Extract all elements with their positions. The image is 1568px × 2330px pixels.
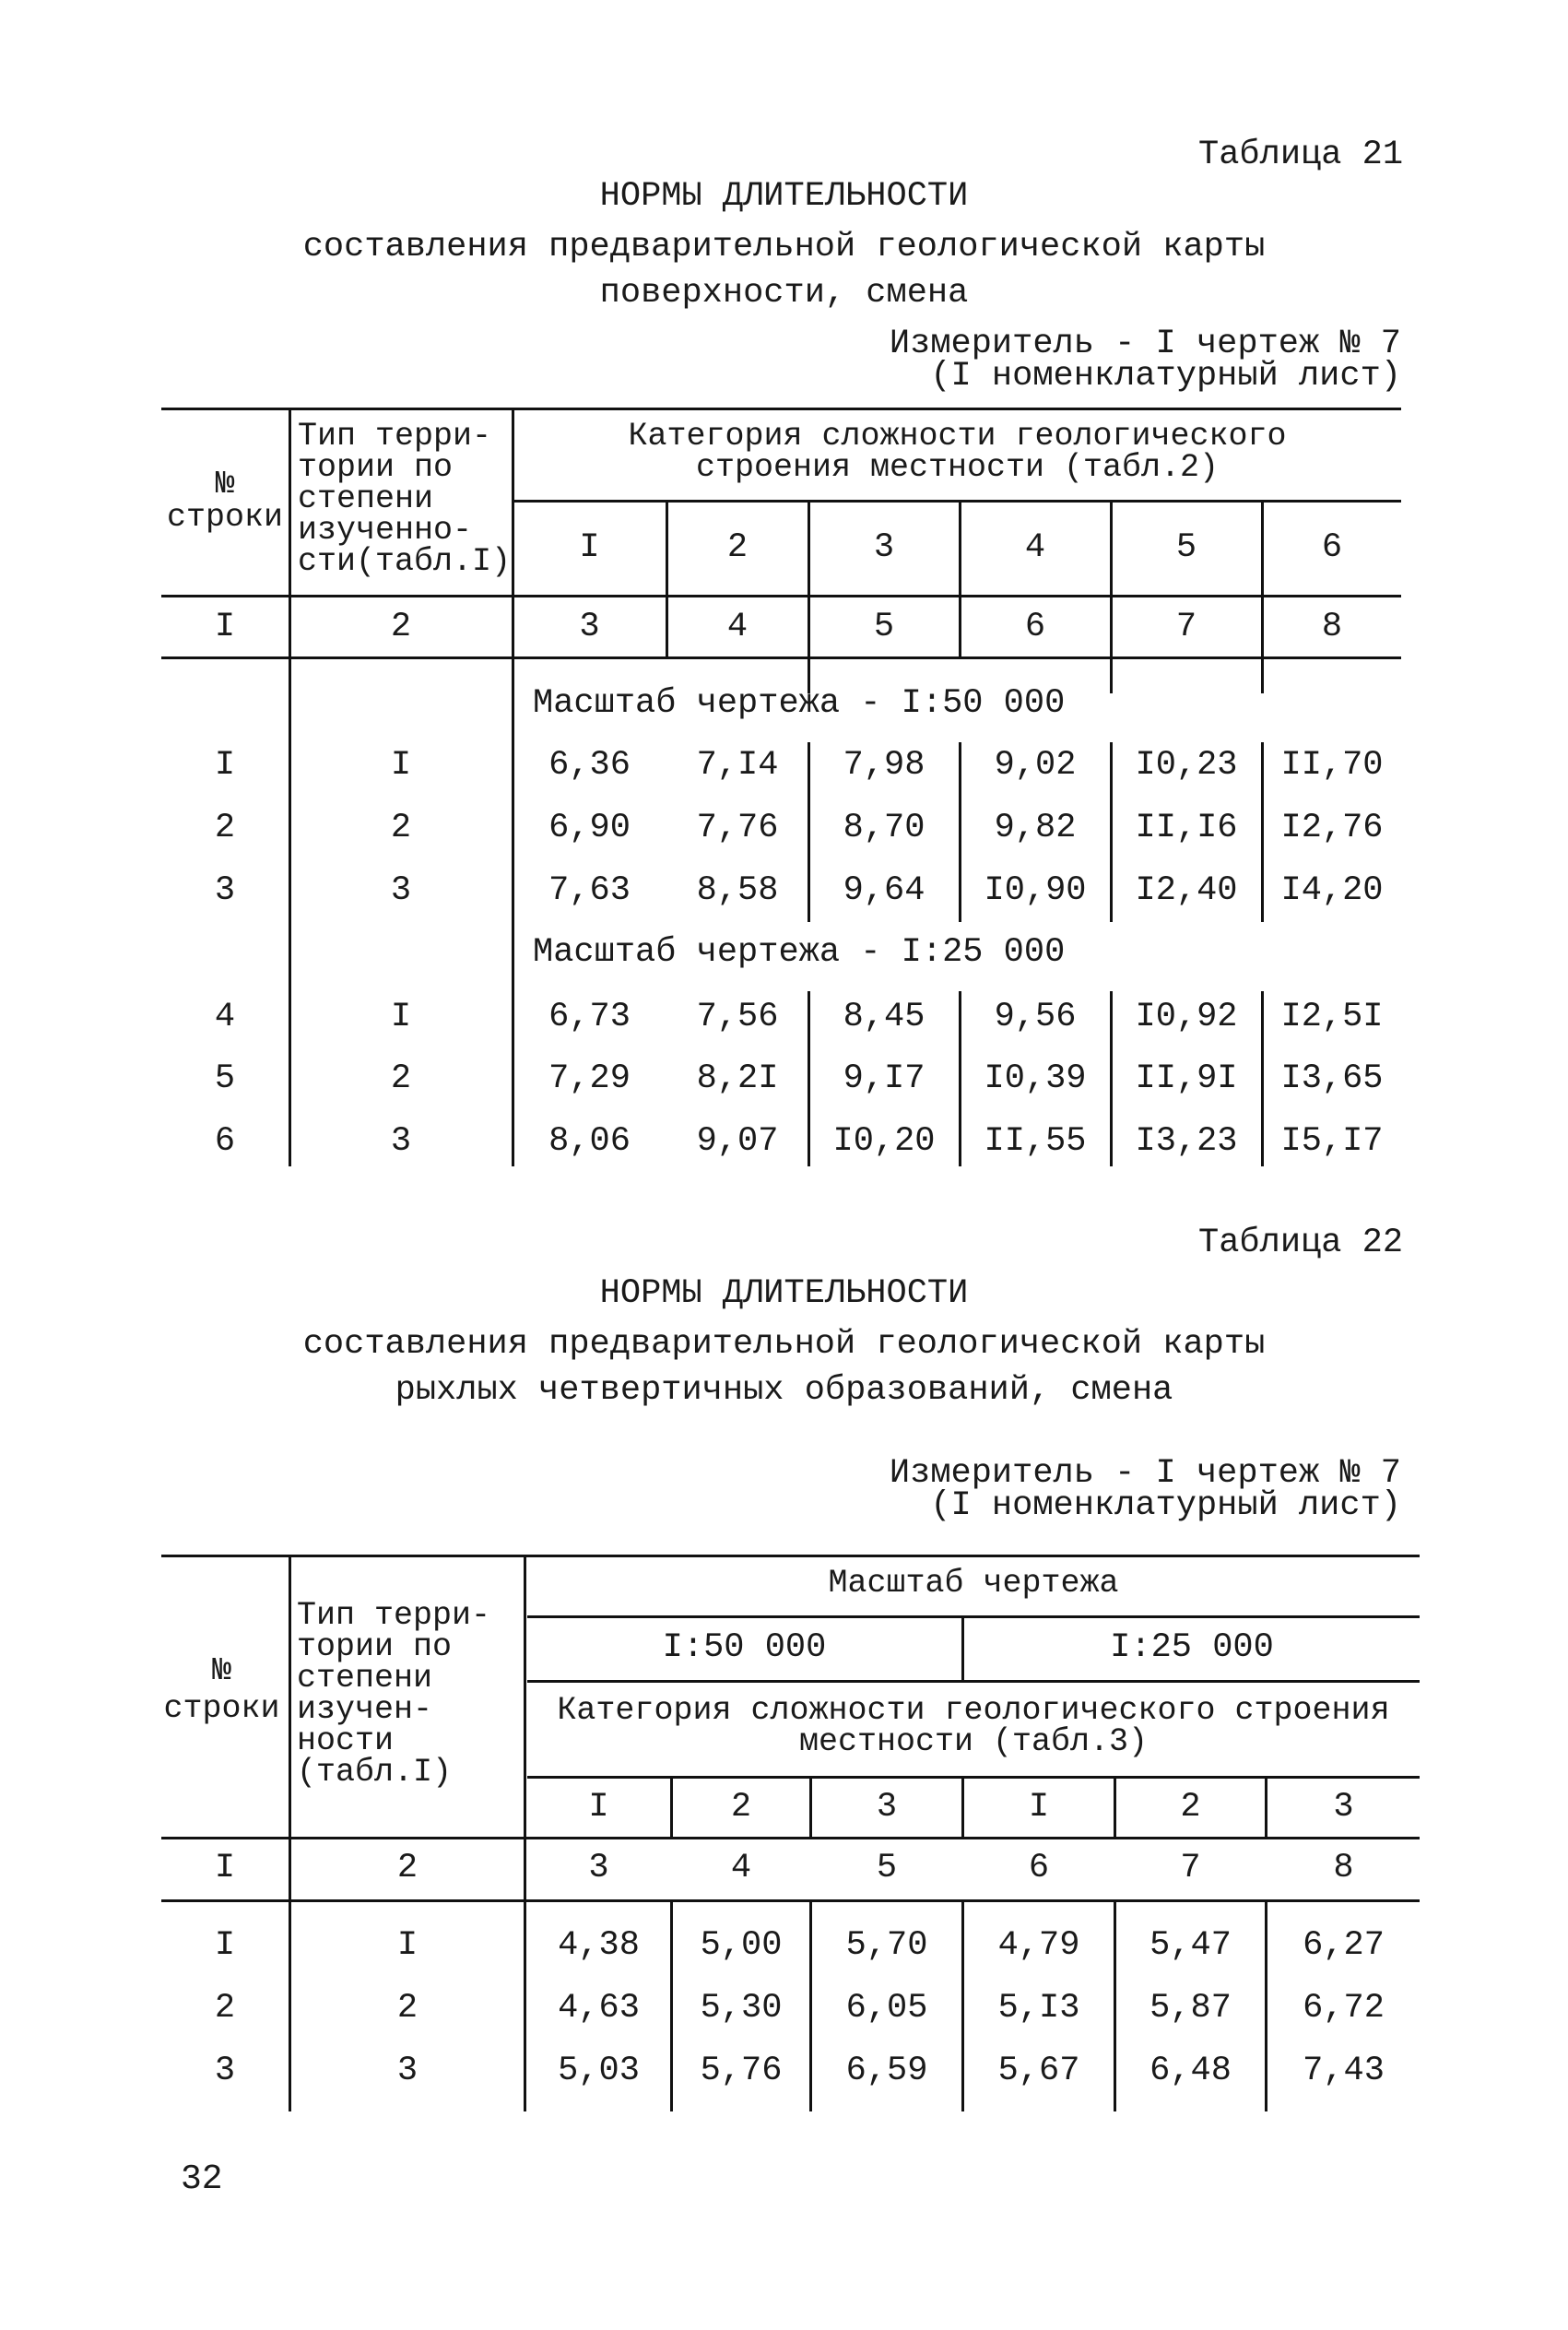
column-number: 3: [579, 608, 600, 646]
table-21-title: НОРМЫ ДЛИТЕЛЬНОСТИ: [599, 177, 969, 216]
header-category-line-1: Категория сложности геологического: [628, 418, 1287, 455]
table-cell: 3: [214, 2052, 236, 2090]
table-21-meter-2: (I номенклатурный лист): [930, 357, 1401, 396]
table-cell: II,55: [984, 1122, 1087, 1161]
table-cell: 7,56: [696, 998, 779, 1036]
table-21-meter-1: Измеритель - I чертеж № 7: [889, 325, 1401, 363]
rule: [527, 1615, 1420, 1618]
table-cell: I: [396, 1926, 419, 1965]
table-cell: II,9I: [1135, 1059, 1238, 1098]
column-number: 6: [1028, 1849, 1050, 1887]
header-cat: I: [579, 528, 600, 567]
table-22-subtitle-1: составления предварительной геологической карты: [302, 1325, 1266, 1364]
table-21-subtitle-1: составления предварительной геологической карты: [302, 228, 1266, 266]
table-cell: II,I6: [1135, 809, 1238, 847]
table-cell: 6,05: [845, 1989, 928, 2028]
column-number: 3: [588, 1849, 609, 1887]
table-cell: 5,00: [700, 1926, 783, 1965]
table-cell: I0,20: [832, 1122, 936, 1161]
table-cell: 9,56: [994, 998, 1077, 1036]
rule: [527, 1680, 1420, 1683]
table-cell: 9,82: [994, 809, 1077, 847]
scale-caption: Масштаб чертежа - I:50 000: [533, 684, 1066, 723]
rule: [161, 1899, 1420, 1902]
rule: [161, 595, 1401, 597]
header-row-label: строки: [163, 1690, 280, 1727]
table-cell: I: [214, 1926, 236, 1965]
table-cell: 6,48: [1149, 2052, 1232, 2090]
table-cell: 5: [214, 1059, 236, 1098]
table-cell: 5,70: [845, 1926, 928, 1965]
column-number: 8: [1333, 1849, 1354, 1887]
table-cell: I2,76: [1280, 809, 1384, 847]
header-type-line: изученно-: [298, 512, 473, 549]
header-type-line: тории по: [298, 449, 454, 486]
table-cell: I0,92: [1135, 998, 1238, 1036]
table-cell: 5,76: [700, 2052, 783, 2090]
table-cell: 2: [390, 1059, 412, 1098]
header-cat: 3: [1333, 1788, 1354, 1827]
column-number: I: [214, 1849, 236, 1887]
table-cell: II,70: [1280, 746, 1384, 785]
column-number: 7: [1175, 608, 1197, 646]
table-cell: 7,63: [548, 871, 631, 910]
header-type-line: изучен-: [297, 1691, 433, 1728]
table-cell: 9,02: [994, 746, 1077, 785]
table-22-meter-1: Измеритель - I чертеж № 7: [889, 1454, 1401, 1493]
rule: [161, 1555, 1420, 1557]
header-type-line: (табл.I): [297, 1754, 453, 1791]
header-cat: 2: [1180, 1788, 1201, 1827]
table-cell: 7,98: [843, 746, 925, 785]
header-type-line: степени: [297, 1660, 433, 1697]
table-cell: 6,36: [548, 746, 631, 785]
table-cell: 5,67: [997, 2052, 1080, 2090]
header-cat: 3: [873, 528, 895, 567]
table-cell: 5,I3: [997, 1989, 1080, 2028]
table-cell: 8,58: [696, 871, 779, 910]
table-cell: 6,73: [548, 998, 631, 1036]
header-category-line-2: строения местности (табл.2): [695, 449, 1220, 486]
table-cell: 7,I4: [696, 746, 779, 785]
table-cell: 7,43: [1303, 2052, 1385, 2090]
header-type-line: тории по: [297, 1628, 453, 1665]
table-22-meter-2: (I номенклатурный лист): [930, 1486, 1401, 1525]
table-cell: 8,45: [843, 998, 925, 1036]
table-cell: 7,29: [548, 1059, 631, 1098]
table-cell: 6,90: [548, 809, 631, 847]
table-cell: 7,76: [696, 809, 779, 847]
table-cell: 4,38: [558, 1926, 640, 1965]
table-cell: 3: [214, 871, 236, 910]
column-number: 5: [873, 608, 895, 646]
header-type-line: сти(табл.I): [298, 543, 512, 580]
table-cell: 2: [396, 1989, 419, 2028]
table-cell: 4,79: [997, 1926, 1080, 1965]
header-type-line: Тип терри-: [297, 1597, 491, 1634]
table-cell: I5,I7: [1280, 1122, 1384, 1161]
header-scale-2: I:25 000: [1110, 1628, 1274, 1667]
header-number-sign: №: [211, 1652, 231, 1689]
header-cat: 6: [1321, 528, 1343, 567]
rule: [289, 408, 291, 1166]
header-cat: 3: [876, 1788, 898, 1827]
table-cell: 6,59: [845, 2052, 928, 2090]
header-cat: I: [1028, 1788, 1050, 1827]
table-cell: 5,30: [700, 1989, 783, 2028]
rule: [161, 656, 1401, 659]
column-number: 2: [390, 608, 412, 646]
header-cat: 5: [1175, 528, 1197, 567]
header-category-line-2: местности (табл.3): [798, 1723, 1149, 1760]
table-cell: I0,23: [1135, 746, 1238, 785]
table-cell: 6,72: [1303, 1989, 1385, 2028]
table-cell: 8,06: [548, 1122, 631, 1161]
table-cell: 8,70: [843, 809, 925, 847]
column-number: 7: [1180, 1849, 1201, 1887]
table-21-subtitle-2: поверхности, смена: [599, 274, 969, 313]
table-cell: 9,07: [696, 1122, 779, 1161]
column-number: 8: [1321, 608, 1343, 646]
table-cell: I0,90: [984, 871, 1087, 910]
rule: [513, 500, 1401, 503]
table-cell: 9,64: [843, 871, 925, 910]
column-number: 5: [876, 1849, 898, 1887]
table-22-label: Таблица 22: [1198, 1224, 1404, 1262]
table-cell: 5,87: [1149, 1989, 1232, 2028]
table-cell: 4: [214, 998, 236, 1036]
rule: [161, 408, 1401, 410]
table-cell: I: [390, 998, 412, 1036]
table-21-label: Таблица 21: [1198, 136, 1404, 174]
rule: [1261, 656, 1264, 693]
header-number-sign: №: [215, 466, 235, 503]
table-cell: I: [214, 746, 236, 785]
header-cat: 2: [730, 1788, 752, 1827]
header-scale: Масштаб чертежа: [828, 1565, 1119, 1602]
column-number: 2: [396, 1849, 419, 1887]
table-22-title: НОРМЫ ДЛИТЕЛЬНОСТИ: [599, 1274, 969, 1313]
table-cell: 8,2I: [696, 1059, 779, 1098]
rule: [524, 1555, 526, 2111]
rule: [512, 408, 514, 1166]
header-cat: 4: [1024, 528, 1046, 567]
header-row-label: строки: [166, 499, 284, 536]
table-cell: I3,23: [1135, 1122, 1238, 1161]
table-cell: 2: [214, 1989, 236, 2028]
table-cell: 6: [214, 1122, 236, 1161]
table-cell: 6,27: [1303, 1926, 1385, 1965]
table-cell: 3: [390, 1122, 412, 1161]
column-number: 6: [1024, 608, 1046, 646]
header-type-line: степени: [298, 480, 434, 517]
rule: [161, 1837, 1420, 1839]
rule: [1110, 656, 1113, 693]
table-cell: I3,65: [1280, 1059, 1384, 1098]
table-cell: 5,47: [1149, 1926, 1232, 1965]
header-cat: I: [588, 1788, 609, 1827]
table-cell: I: [390, 746, 412, 785]
column-number: I: [214, 608, 236, 646]
table-22-subtitle-2: рыхлых четвертичных образований, смена: [395, 1371, 1173, 1410]
table-cell: 3: [390, 871, 412, 910]
rule: [527, 1776, 1420, 1779]
page-number: 32: [181, 2159, 223, 2199]
header-category-line-1: Категория сложности геологического строения: [557, 1692, 1390, 1729]
table-cell: 9,I7: [843, 1059, 925, 1098]
table-cell: I2,40: [1135, 871, 1238, 910]
table-cell: I4,20: [1280, 871, 1384, 910]
table-cell: 3: [396, 2052, 419, 2090]
column-number: 4: [726, 608, 749, 646]
table-cell: I0,39: [984, 1059, 1087, 1098]
header-scale-1: I:50 000: [662, 1628, 827, 1667]
header-cat: 2: [726, 528, 749, 567]
table-cell: 5,03: [558, 2052, 640, 2090]
table-cell: 2: [390, 809, 412, 847]
header-type-line: ности: [297, 1722, 395, 1759]
table-cell: 4,63: [558, 1989, 640, 2028]
table-cell: 2: [214, 809, 236, 847]
header-type-line: Тип терри-: [298, 418, 492, 455]
column-number: 4: [730, 1849, 752, 1887]
table-cell: I2,5I: [1280, 998, 1384, 1036]
rule: [289, 1555, 291, 2111]
scale-caption: Масштаб чертежа - I:25 000: [533, 933, 1066, 972]
